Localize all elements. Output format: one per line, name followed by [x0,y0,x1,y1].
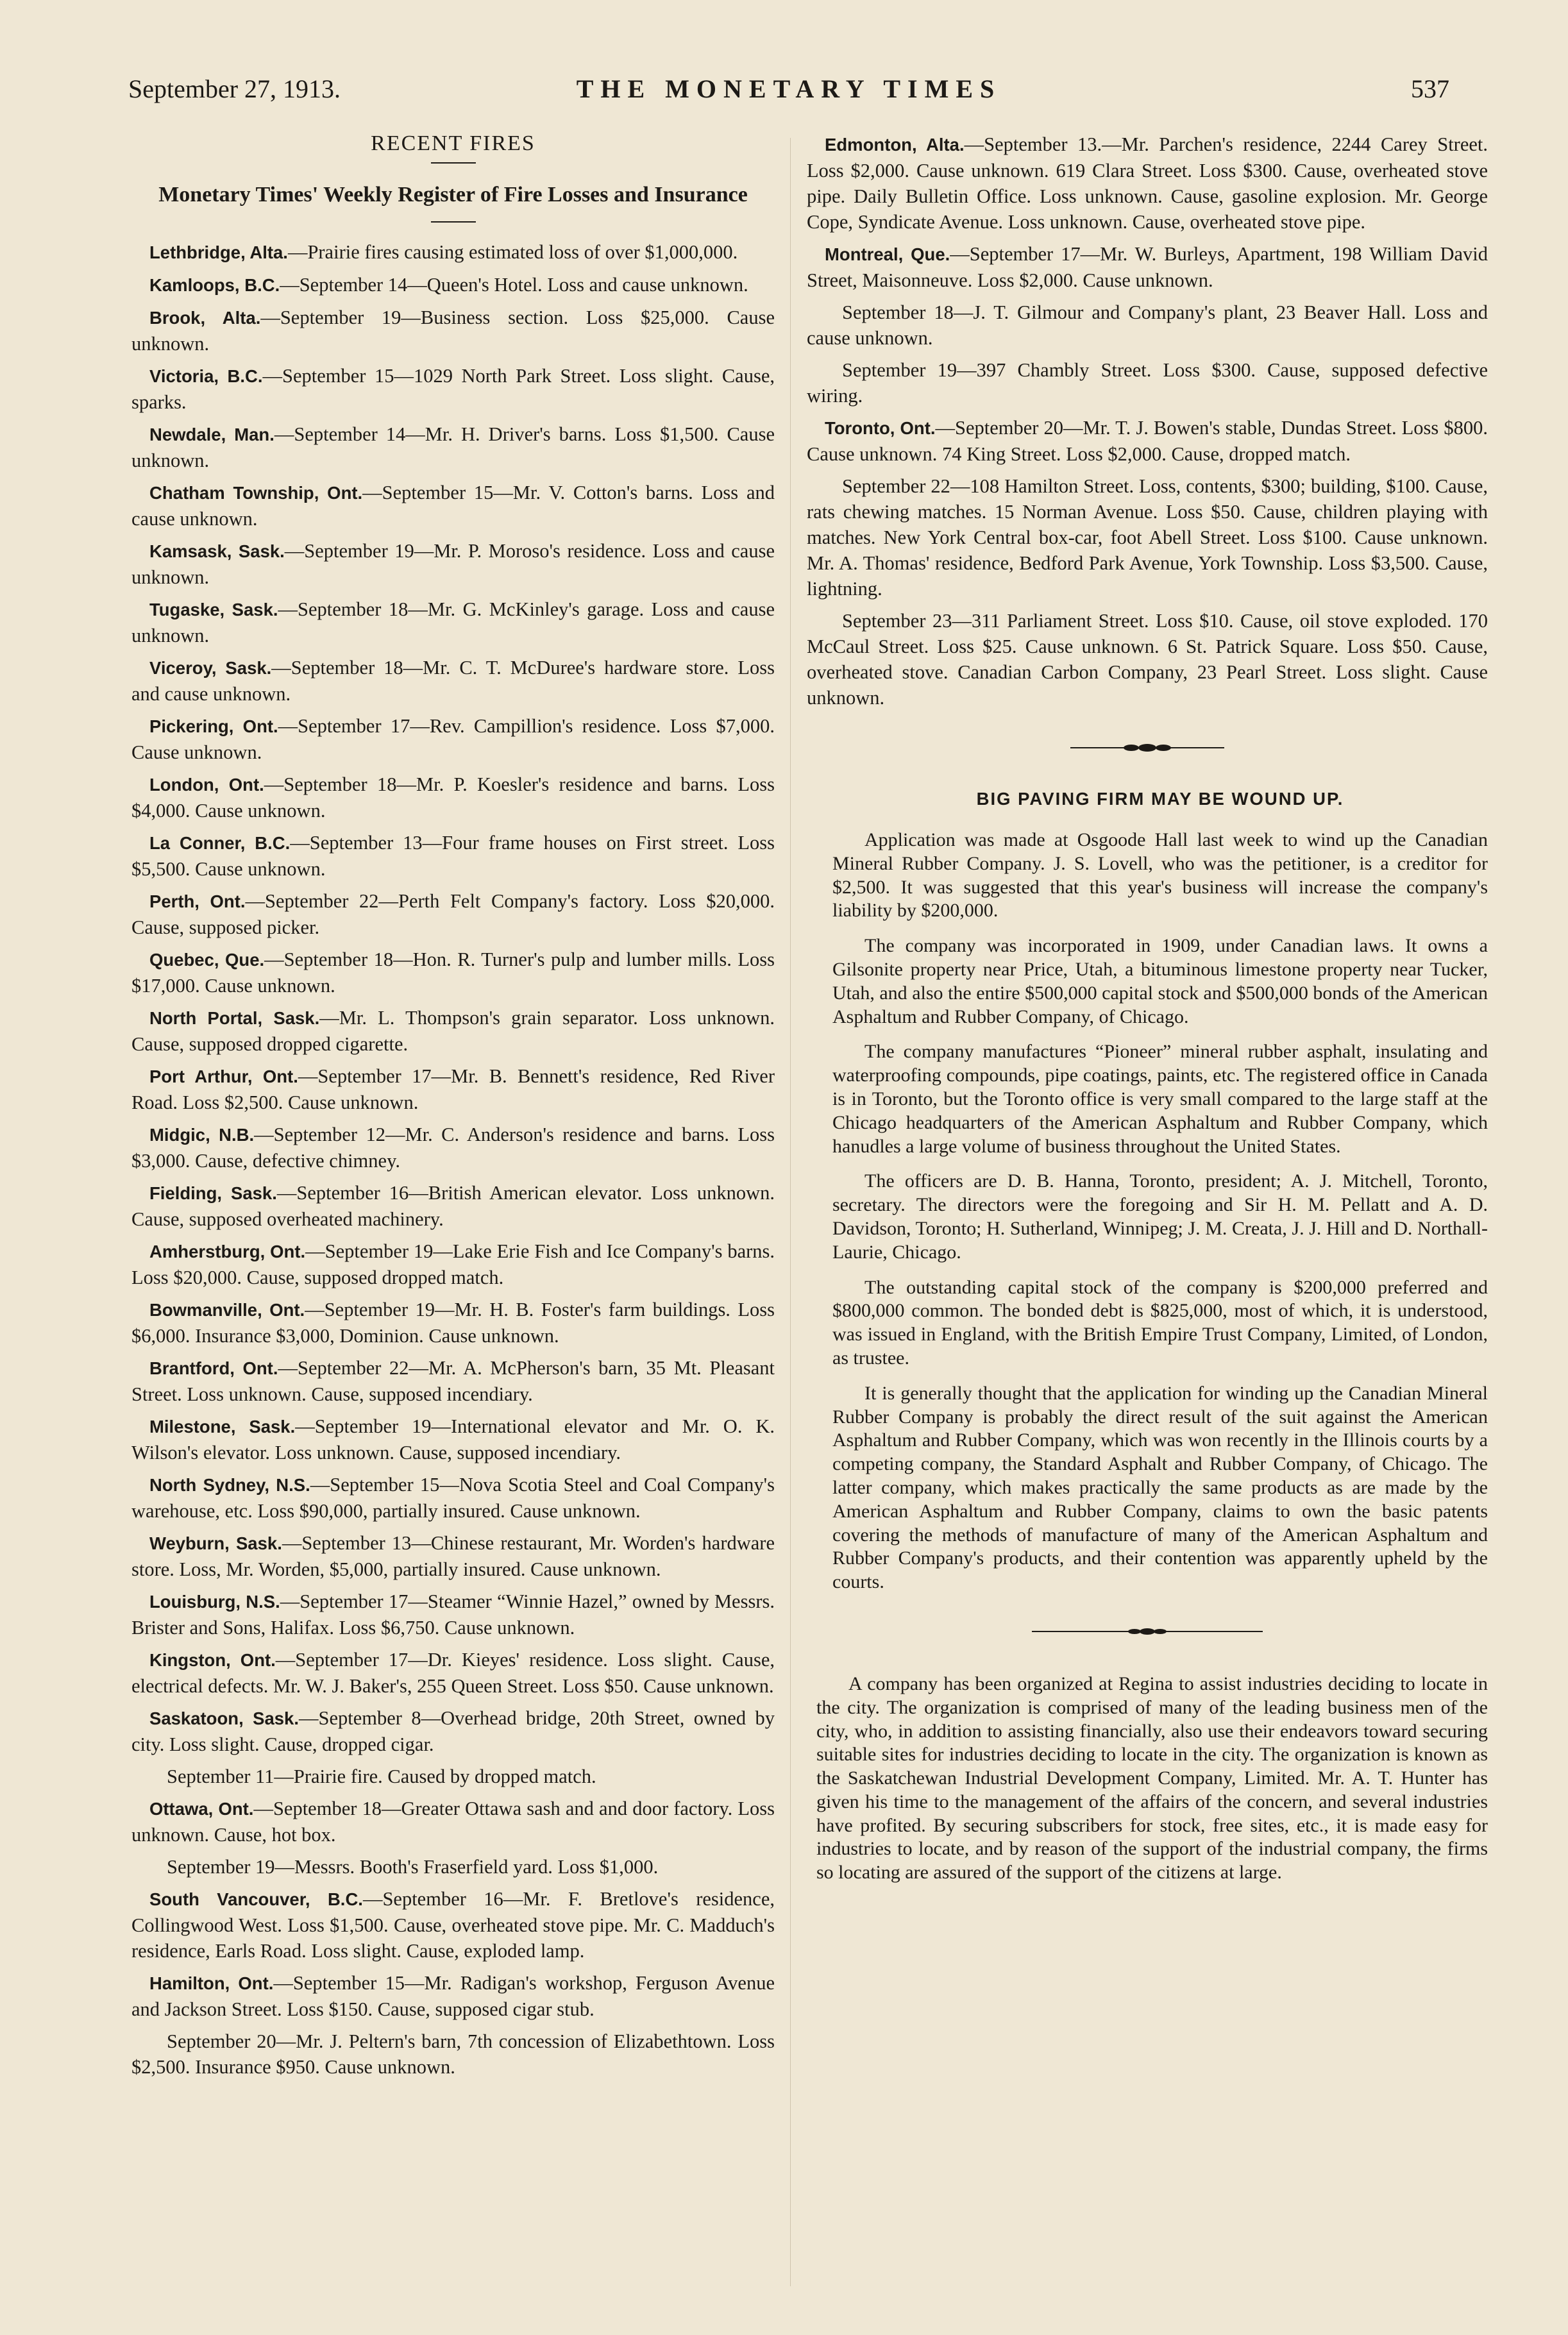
article-paragraph: Application was made at Osgoode Hall last week to wind up the Canadian Mineral Rubber Company. J. S. Lovell, who was the petitioner, is a creditor for $2,500. It was suggested that this year's business will increase the company's liability by $200,000. [832,829,1488,922]
page-header [128,74,1449,112]
fire-entry [131,1122,775,1174]
fire-details: —September 17—Mr. W. Burleys, Apartment, 198 William David Street, Maisonneuve. Loss $2,000. Cause unknown. [807,243,1488,291]
article-paragraph: The company manufactures “Pioneer” mineral rubber asphalt, insulating and waterproofing compounds, pipe coatings, paints, etc. The registered office in Canada is in Toronto, but the Toronto office is very small compared to the large staff at the Chicago headquarters of the American Asphaltum and Rubber Company, which hanudles a large volume of business throughout the United States. [832,1041,1488,1157]
fire-details: —September 14—Mr. H. Driver's barns. Loss $1,500. Cause unknown. [131,423,775,471]
fire-entry [131,771,775,823]
regina-article [807,1673,1488,1885]
fire-location: Tugaske, Sask. [149,600,278,620]
article-paragraph: The company was incorporated in 1909, under Canadian laws. It owns a Gilsonite property near Price, Utah, a bituminous limestone property near Tucker, Utah, and also the entire $500,000 capital stock and $500,000 bonds of the American Asphaltum and Rubber Company, of Chicago. [832,935,1488,1027]
fire-entry [131,1413,775,1465]
fire-entry-continuation: September 11—Prairie fire. Caused by dropped match. [167,1766,596,1787]
fire-details: —September 13—Four frame houses on First street. Loss $5,500. Cause unknown. [131,832,775,880]
fire-details: —September 15—Nova Scotia Steel and Coal Company's warehouse, etc. Loss $90,000, partially insured. Cause unknown. [131,1474,775,1522]
title-rule [431,162,476,164]
fire-details: —September 18—Mr. P. Koesler's residence and barns. Loss $4,000. Cause unknown. [131,773,775,822]
fire-details: —September 12—Mr. C. Anderson's residence and barns. Loss $3,000. Cause, defective chimney. [131,1124,775,1172]
fire-location: Newdale, Man. [149,425,274,444]
fire-location: North Portal, Sask. [149,1008,320,1028]
fire-details: —September 16—Mr. F. Bretlove's residence, Collingwood West. Loss $1,500. Cause, overheated stove pipe. Mr. C. Madduch's residence, Earls Road. Loss slight. Cause, exploded lamp. [131,1888,775,1962]
fire-details: —September 15—1029 North Park Street. Loss slight. Cause, sparks. [131,365,775,413]
fire-details: —September 19—International elevator and Mr. O. K. Wilson's elevator. Loss unknown. Cause, supposed incendiary. [131,1415,775,1463]
fire-details: —September 13.—Mr. Parchen's residence, 2244 Carey Street. Loss $2,000. Cause unknown. 619 Clara Street. Loss $300. Cause, overheated stove pipe. Daily Bulletin Office. Loss unknown. Cause, gasoline explosion. Mr. George Cope, Syndicate Avenue. Loss unknown. Cause, overheated stove pipe. [807,133,1488,233]
fire-details: —September 14—Queen's Hotel. Loss and cause unknown. [280,274,748,296]
fire-details: —September 19—Business section. Loss $25,000. Cause unknown. [131,307,775,355]
publication-title: THE MONETARY TIMES [576,74,1002,103]
fire-details: —September 17—Mr. B. Bennett's residence, Red River Road. Loss $2,500. Cause unknown. [131,1065,775,1113]
fire-entry [131,421,775,473]
paving-article [807,789,1488,1594]
paving-article-body [832,829,1488,1594]
page-number: 537 [1411,74,1449,103]
fire-entry [131,1238,775,1290]
fire-entry [131,1705,775,1757]
fire-entry [131,272,775,298]
fire-location: Brantford, Ont. [149,1358,278,1378]
fire-location: Hamilton, Ont. [149,1973,274,1993]
fire-entry [131,830,775,882]
fire-entry [807,415,1488,467]
fire-entry-continuation: September 20—Mr. J. Peltern's barn, 7th concession of Elizabethtown. Loss $2,500. Insurance $950. Cause unknown. [131,2030,775,2078]
left-column [131,131,775,2086]
fire-entry [131,713,775,765]
fire-location: Amherstburg, Ont. [149,1242,306,1261]
fire-location: Kamloops, B.C. [149,275,280,295]
fire-location: Brook, Alta. [149,308,261,328]
fire-register-list-left [131,239,775,2080]
ornament-divider-1 [807,741,1488,761]
fire-register-list-right [807,131,1488,711]
fire-details: —September 18—Hon. R. Turner's pulp and lumber mills. Loss $17,000. Cause unknown. [131,948,775,997]
column-divider [790,138,791,2286]
fire-details: —September 19—Lake Erie Fish and Ice Company's barns. Loss $20,000. Cause, supposed dropped match. [131,1240,775,1288]
fire-entry [131,1063,775,1115]
right-column [807,131,1488,1896]
fire-details: —September 15—Mr. V. Cotton's barns. Loss and cause unknown. [131,482,775,530]
fire-details: —September 18—Mr. C. T. McDuree's hardware store. Loss and cause unknown. [131,657,775,705]
fire-details: —September 17—Dr. Kieyes' residence. Loss slight. Cause, electrical defects. Mr. W. J. Baker's, 255 Queen Street. Loss $50. Cause unknown. [131,1649,775,1697]
fire-entry-continuation: September 18—J. T. Gilmour and Company's plant, 23 Beaver Hall. Loss and cause unknown. [807,301,1488,349]
fire-details: —September 17—Rev. Campillion's residence. Loss $7,000. Cause unknown. [131,715,775,763]
fire-location: Toronto, Ont. [825,418,936,438]
fire-details: —September 22—Perth Felt Company's factory. Loss $20,000. Cause, supposed picker. [131,890,775,938]
fire-entry [131,1472,775,1524]
fire-location: Bowmanville, Ont. [149,1300,305,1320]
fire-location: Lethbridge, Alta. [149,242,288,262]
fire-entry [131,1796,775,1848]
fire-entry [807,131,1488,235]
fire-entry [131,1589,775,1640]
fire-location: London, Ont. [149,775,264,795]
fire-entry-continuation: September 22—108 Hamilton Street. Loss, contents, $300; building, $100. Cause, rats chewing matches. 15 Norman Avenue. Loss $50. Cause, children playing with matches. New York Central box-car, foot Abell Street. Loss $100. Cause unknown. Mr. A. Thomas' residence, Bedford Park Avenue, York Township. Loss $3,500. Cause, lightning. [807,475,1488,600]
fire-details: —September 19—Mr. P. Moroso's residence. Loss and cause unknown. [131,540,775,588]
fire-location: Edmonton, Alta. [825,135,965,155]
fire-location: South Vancouver, B.C. [149,1889,363,1909]
article-paragraph: It is generally thought that the application for winding up the Canadian Mineral Rubber Company is probably the direct result of the suit against the American Asphaltum and Rubber Company, which was won recently in the Illinois courts by a competing company, the Standard Asphalt and Rubber Company, of Chicago. The latter company, which makes practically the same products as are made by the American Asphaltum and Rubber Company, claims to own the basic patents covering the methods of manufacture of many of the American Asphaltum and Rubber Company's products, and their contention was apparently upheld by the courts. [832,1382,1488,1593]
fire-entry [131,538,775,590]
fire-location: La Conner, B.C. [149,833,291,853]
fire-details: —September 18—Mr. G. McKinley's garage. Loss and cause unknown. [131,598,775,646]
fire-details: —September 16—British American elevator. Loss unknown. Cause, supposed overheated machinery. [131,1182,775,1230]
fire-location: Montreal, Que. [825,244,950,264]
fire-entry [131,1297,775,1349]
article-paragraph: The officers are D. B. Hanna, Toronto, president; A. J. Mitchell, Toronto, secretary. The directors were the foregoing and Sir H. M. Pellatt and A. D. Davidson, Toronto; H. Sutherland, Winnipeg; J. M. Creata, J. J. Hill and D. Northall-Laurie, Chicago. [832,1170,1488,1263]
fire-entry [131,1180,775,1232]
fire-location: Pickering, Ont. [149,716,278,736]
fire-entry [807,241,1488,293]
fire-details: —September 13—Chinese restaurant, Mr. Worden's hardware store. Loss, Mr. Worden, $5,000, partially insured. Cause unknown. [131,1532,775,1580]
section-subtitle: Monetary Times' Weekly Register of Fire Losses and Insurance [158,183,748,207]
fire-details: —September 19—Mr. H. B. Foster's farm buildings. Loss $6,000. Insurance $3,000, Dominion. Cause unknown. [131,1299,775,1347]
fire-location: Victoria, B.C. [149,366,263,386]
fire-entry-continuation: September 19—397 Chambly Street. Loss $300. Cause, supposed defective wiring. [807,359,1488,407]
subtitle-rule [431,221,476,223]
fire-entry [131,947,775,999]
fire-details: —Prairie fires causing estimated loss of over $1,000,000. [287,241,738,263]
regina-article-body [816,1673,1488,1885]
fire-location: Ottawa, Ont. [149,1799,254,1819]
fire-entry [131,239,775,266]
issue-date: September 27, 1913. [128,74,341,103]
ornament-divider-2 [807,1625,1488,1644]
fire-location: Chatham Township, Ont. [149,483,363,503]
fire-location: Midgic, N.B. [149,1125,255,1145]
fire-location: Viceroy, Sask. [149,658,272,678]
fire-location: Quebec, Que. [149,950,265,970]
fire-entry [131,480,775,532]
fire-location: North Sydney, N.S. [149,1475,310,1495]
fire-entry [131,1886,775,1964]
fire-location: Port Arthur, Ont. [149,1066,298,1086]
fire-entry [131,1530,775,1582]
fire-details: —September 8—Overhead bridge, 20th Street, owned by city. Loss slight. Cause, dropped cigar. [131,1707,775,1755]
fire-location: Saskatoon, Sask. [149,1708,299,1728]
fire-entry-continuation: September 19—Messrs. Booth's Fraserfield yard. Loss $1,000. [167,1856,659,1878]
fire-entry [131,888,775,940]
fire-location: Kamsask, Sask. [149,541,285,561]
fire-details: —September 15—Mr. Radigan's workshop, Ferguson Avenue and Jackson Street. Loss $150. Cause, supposed cigar stub. [131,1972,775,2020]
fire-location: Weyburn, Sask. [149,1533,282,1553]
article-paragraph: A company has been organized at Regina to assist industries deciding to locate in the city. The organization is comprised of many of the leading business men of the city, who, in addition to assisting financially, also use their endeavors toward securing suitable sites for industries deciding to locate in the city. The organization is known as the Saskatchewan Industrial Development Company, Limited. Mr. A. T. Hunter has given his time to the management of the affairs of the concern, and several industries have profited. By securing subscribers for stock, free sites, etc., it is made easy for industries to locate, and by reason of the support of the industrial company, the firms so locating are assured of the support of the citizens at large. [816,1673,1488,1884]
fire-details: —September 18—Greater Ottawa sash and and door factory. Loss unknown. Cause, hot box. [131,1798,775,1846]
fire-entry [131,1355,775,1407]
fire-details: —September 20—Mr. T. J. Bowen's stable, Dundas Street. Loss $800. Cause unknown. 74 King Street. Loss $2,000. Cause, dropped match. [807,417,1488,465]
fire-location: Fielding, Sask. [149,1183,277,1203]
fire-entry [131,363,775,415]
section-title: RECENT FIRES [371,131,535,155]
fire-details: —September 17—Steamer “Winnie Hazel,” owned by Messrs. Brister and Sons, Halifax. Loss $6,750. Cause unknown. [131,1590,775,1639]
fire-details: —September 22—Mr. A. McPherson's barn, 35 Mt. Pleasant Street. Loss unknown. Cause, supposed incendiary. [131,1357,775,1405]
fire-location: Perth, Ont. [149,891,246,911]
fire-entry [131,1005,775,1057]
article-headline: BIG PAVING FIRM MAY BE WOUND UP. [976,789,1344,809]
fire-entry [131,655,775,707]
fire-entry [131,1970,775,2022]
fire-details: —Mr. L. Thompson's grain separator. Loss unknown. Cause, supposed dropped cigarette. [131,1007,775,1055]
fire-entry [131,305,775,357]
fire-entry [131,596,775,648]
fire-location: Louisburg, N.S. [149,1592,280,1612]
fire-location: Kingston, Ont. [149,1650,276,1670]
article-paragraph: The outstanding capital stock of the company is $200,000 preferred and $800,000 common. The bonded debt is $825,000, most of which, it is understood, was issued in England, with the British Empire Trust Company, Limited, of London, as trustee. [832,1276,1488,1369]
fire-entry-continuation: September 23—311 Parliament Street. Loss $10. Cause, oil stove exploded. 170 McCaul Street. Loss $25. Cause unknown. 6 St. Patrick Square. Loss $50. Cause, overheated stove. Canadian Carbon Company, 23 Pearl Street. Loss slight. Cause unknown. [807,610,1488,709]
fire-location: Milestone, Sask. [149,1417,296,1437]
fire-entry [131,1647,775,1699]
